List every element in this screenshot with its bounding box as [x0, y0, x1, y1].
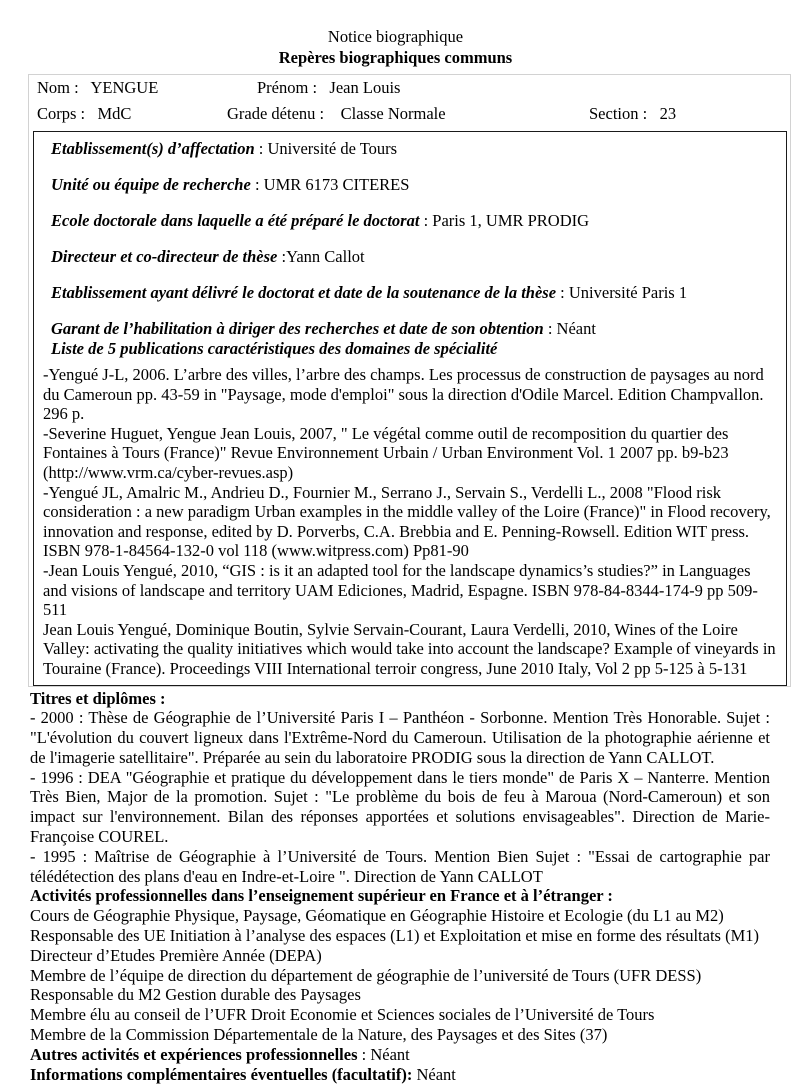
detail-field-label: Etablissement(s) d’affectation: [51, 139, 255, 158]
activities-list: [30, 906, 770, 1045]
corps-field: [37, 101, 131, 127]
diplomas-heading: Titres et diplômes :: [30, 689, 770, 709]
detail-field-label: Etablissement ayant délivré le doctorat et date de la soutenance de la thèse: [51, 283, 556, 302]
publication-item: -Severine Huguet, Yengue Jean Louis, 2007, " Le végétal comme outil de recomposition du quartier des Fontaines à Tours (France)" Revue Environnement Urbain / Urban Environment Vol. 1 2007 pp. b9-b23 (http://www.vrm.ca/cyber-revues.asp): [43, 424, 777, 483]
corps-value: MdC: [98, 104, 132, 123]
detail-field: [43, 211, 777, 231]
prenom-field: [257, 75, 400, 101]
detail-field-list: [43, 139, 777, 339]
section-field: [589, 101, 676, 127]
corps-label: Corps :: [37, 104, 85, 123]
footer-field-value: : Néant: [358, 1045, 410, 1064]
detail-field-label: Ecole doctorale dans laquelle a été préparé le doctorat: [51, 211, 419, 230]
publication-item: -Yengué J-L, 2006. L’arbre des villes, l’arbre des champs. Les processus de construction de paysages au nord du Cameroun pp. 43-59 in "Paysage, mode d'emploi" sous la direction d'Odile Marcel. Edition Champvallon. 296 p.: [43, 365, 777, 424]
publications-heading: Liste de 5 publications caractéristiques des domaines de spécialité: [43, 339, 777, 359]
prenom-value: Jean Louis: [329, 78, 400, 97]
document-body: [30, 689, 770, 1084]
detail-field: [43, 139, 777, 159]
grade-label: Grade détenu :: [227, 104, 324, 123]
activity-line: Cours de Géographie Physique, Paysage, Géomatique en Géographie Histoire et Ecologie (du L1 au M2): [30, 906, 770, 926]
nom-label: Nom :: [37, 78, 79, 97]
biographic-table: [28, 74, 790, 687]
grade-field: [227, 101, 446, 127]
detail-field-value: :Yann Callot: [277, 247, 364, 266]
nom-value: YENGUE: [90, 78, 158, 97]
footer-field-value: Néant: [412, 1065, 456, 1084]
publication-item: -Yengué JL, Amalric M., Andrieu D., Fournier M., Serrano J., Servain S., Verdelli L., 2008 "Flood risk consideration : a new paradigm Urban examples in the middle valley of the Loire (France)" in Flood recovery, innovation and response, edited by D. Porverbs, C.A. Brebbia and E. Penning-Rowsell. Edition WIT press. ISBN 978-1-84564-132-0 vol 118 (www.witpress.com) Pp81-90: [43, 483, 777, 561]
detail-field-value: : UMR 6173 CITERES: [251, 175, 410, 194]
activity-line: Responsable du M2 Gestion durable des Paysages: [30, 985, 770, 1005]
detail-field-value: : Néant: [544, 319, 596, 338]
details-box: [33, 131, 787, 686]
footer-field: [30, 1045, 770, 1065]
detail-field: [43, 319, 777, 339]
publication-item: Jean Louis Yengué, Dominique Boutin, Sylvie Servain-Courant, Laura Verdelli, 2010, Wines of the Loire Valley: activating the quality initiatives which would take into account the landscape? Example of vineyards in Touraine (France). Proceedings VIII International terroir congress, June 2010 Italy, Vol 2 pp 5-125 à 5-131: [43, 620, 777, 679]
diploma-entry: - 1995 : Maîtrise de Géographie à l’Université de Tours. Mention Bien Sujet : "Essai de cartographie par télédétection des plans d'eau en Indre-et-Loire ". Direction de Yann CALLOT: [30, 847, 770, 887]
detail-field-label: Unité ou équipe de recherche: [51, 175, 251, 194]
publications-list: [43, 365, 777, 679]
activity-line: Membre de l’équipe de direction du département de géographie de l’université de Tours (UFR DESS): [30, 966, 770, 986]
footer-field-label: Autres activités et expériences professionnelles: [30, 1045, 358, 1064]
footer-fields: [30, 1045, 770, 1084]
detail-field-label: Garant de l’habilitation à diriger des recherches et date de son obtention: [51, 319, 544, 338]
detail-field-value: : Université de Tours: [255, 139, 397, 158]
activity-line: Membre élu au conseil de l’UFR Droit Economie et Sciences sociales de l’Université de Tours: [30, 1005, 770, 1025]
document-title-block: [0, 0, 791, 68]
activities-heading: Activités professionnelles dans l’enseignement supérieur en France et à l’étranger :: [30, 886, 770, 906]
detail-field: [43, 247, 777, 267]
section-label: Section :: [589, 104, 647, 123]
section-value: 23: [660, 104, 677, 123]
publication-item: -Jean Louis Yengué, 2010, “GIS : is it an adapted tool for the landscape dynamics’s studies?” in Languages and visions of landscape and territory UAM Ediciones, Madrid, Espagne. ISBN 978-84-8344-174-9 pp 509-511: [43, 561, 777, 620]
identity-row-grade: [29, 101, 790, 127]
nom-field: [37, 75, 158, 101]
detail-field: [43, 283, 777, 303]
activity-line: Directeur d’Etudes Première Année (DEPA): [30, 946, 770, 966]
page-subtitle: Repères biographiques communs: [0, 47, 791, 68]
diploma-entry: - 2000 : Thèse de Géographie de l’Université Paris I – Panthéon - Sorbonne. Mention Très Honorable. Sujet : "L'évolution du couvert ligneux dans l'Extrême-Nord du Cameroun. Utilisation de la photographie aérienne et de l'imagerie satellitaire". Préparée au sein du laboratoire PRODIG sous la direction de Yann CALLOT.: [30, 708, 770, 767]
detail-field: [43, 175, 777, 195]
detail-field-label: Directeur et co-directeur de thèse: [51, 247, 277, 266]
detail-field-value: : Université Paris 1: [556, 283, 687, 302]
diploma-entry: - 1996 : DEA "Géographie et pratique du développement dans le tiers monde" de Paris X – Nanterre. Mention Très Bien, Major de la promotion. Sujet : "Le problème du bois de feu à Maroua (Nord-Cameroun) et son impact sur l'environnement. Bilan des réponses apportées et solutions envisageables". Direction de Marie-Françoise COUREL.: [30, 768, 770, 847]
footer-field-label: Informations complémentaires éventuelles (facultatif):: [30, 1065, 412, 1084]
footer-field: [30, 1065, 770, 1084]
prenom-label: Prénom :: [257, 78, 317, 97]
identity-row-name: [29, 75, 790, 101]
activity-line: Responsable des UE Initiation à l’analyse des espaces (L1) et Exploitation et mise en forme des résultats (M1): [30, 926, 770, 946]
activity-line: Membre de la Commission Départementale de la Nature, des Paysages et des Sites (37): [30, 1025, 770, 1045]
detail-field-value: : Paris 1, UMR PRODIG: [419, 211, 589, 230]
grade-value: Classe Normale: [341, 104, 446, 123]
page-title: Notice biographique: [0, 26, 791, 47]
diplomas-list: [30, 708, 770, 886]
